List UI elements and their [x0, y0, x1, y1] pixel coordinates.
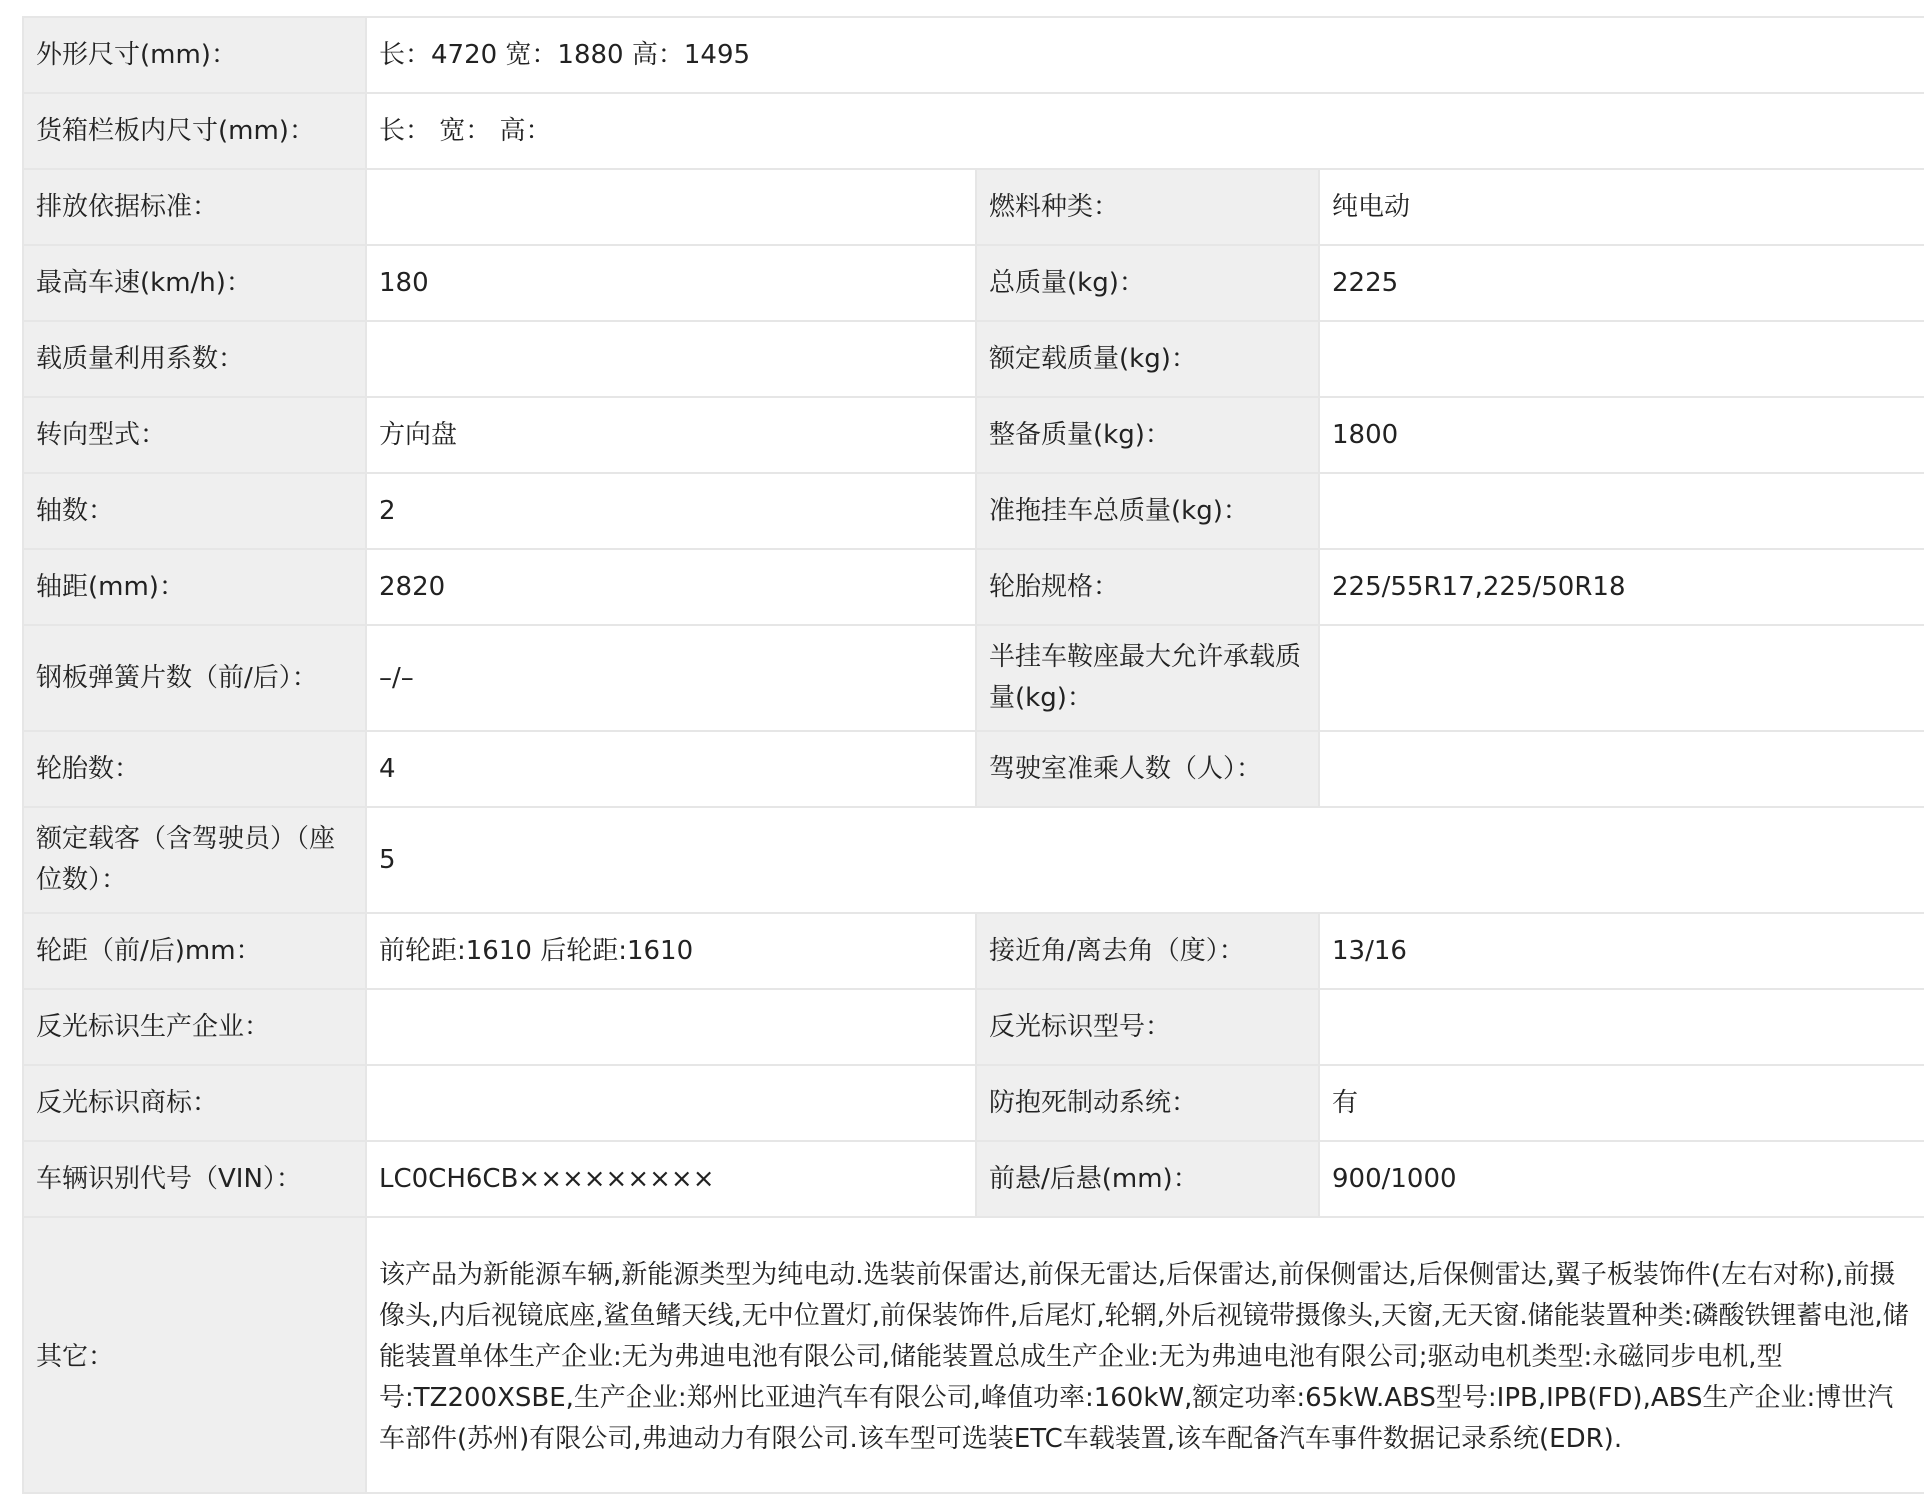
spec-row-dimensions	[23, 17, 1924, 93]
spec-value: 有	[1319, 1065, 1924, 1141]
spec-label: 轮胎规格：	[976, 549, 1319, 625]
spec-row	[23, 1065, 1924, 1141]
spec-value: 方向盘	[366, 397, 976, 473]
spec-row-seats	[23, 807, 1924, 913]
spec-row-other	[23, 1217, 1924, 1493]
spec-label: 转向型式：	[23, 397, 366, 473]
spec-label: 额定载质量(kg)：	[976, 321, 1319, 397]
spec-value: 纯电动	[1319, 169, 1924, 245]
vehicle-spec-table	[22, 16, 1924, 1494]
spec-value: 长：4720 宽：1880 高：1495	[366, 17, 1924, 93]
spec-value	[366, 1065, 976, 1141]
spec-value	[366, 169, 976, 245]
spec-label: 驾驶室准乘人数（人）：	[976, 731, 1319, 807]
spec-label: 轴距(mm)：	[23, 549, 366, 625]
spec-label: 轮胎数：	[23, 731, 366, 807]
spec-label: 接近角/离去角（度）：	[976, 913, 1319, 989]
spec-label: 反光标识生产企业：	[23, 989, 366, 1065]
spec-row	[23, 245, 1924, 321]
spec-label: 排放依据标准：	[23, 169, 366, 245]
spec-label: 外形尺寸(mm)：	[23, 17, 366, 93]
spec-value: –/–	[366, 625, 976, 731]
spec-value: 2225	[1319, 245, 1924, 321]
spec-row	[23, 397, 1924, 473]
spec-label: 整备质量(kg)：	[976, 397, 1319, 473]
spec-value: 180	[366, 245, 976, 321]
spec-value: 2	[366, 473, 976, 549]
spec-value: 1800	[1319, 397, 1924, 473]
spec-label: 载质量利用系数：	[23, 321, 366, 397]
spec-label: 货箱栏板内尺寸(mm)：	[23, 93, 366, 169]
spec-row	[23, 473, 1924, 549]
spec-label: 半挂车鞍座最大允许承载质量(kg)：	[976, 625, 1319, 731]
spec-label: 车辆识别代号（VIN）：	[23, 1141, 366, 1217]
spec-row	[23, 989, 1924, 1065]
spec-label: 钢板弹簧片数（前/后）：	[23, 625, 366, 731]
spec-value: 长： 宽： 高：	[366, 93, 1924, 169]
spec-label: 轮距（前/后)mm：	[23, 913, 366, 989]
spec-label: 准拖挂车总质量(kg)：	[976, 473, 1319, 549]
spec-value	[1319, 321, 1924, 397]
spec-value: 900/1000	[1319, 1141, 1924, 1217]
spec-value: 13/16	[1319, 913, 1924, 989]
spec-label: 轴数：	[23, 473, 366, 549]
spec-row	[23, 169, 1924, 245]
spec-label: 前悬/后悬(mm)：	[976, 1141, 1319, 1217]
spec-row	[23, 1141, 1924, 1217]
spec-row	[23, 549, 1924, 625]
spec-label: 燃料种类：	[976, 169, 1319, 245]
spec-value: 2820	[366, 549, 976, 625]
spec-value-other: 该产品为新能源车辆,新能源类型为纯电动.选装前保雷达,前保无雷达,后保雷达,前保侧雷达,后保侧雷达,翼子板装饰件(左右对称),前摄像头,内后视镜底座,鲨鱼鳍天线,无中位置灯,前保装饰件,后尾灯,轮辋,外后视镜带摄像头,天窗,无天窗.储能装置种类:磷酸铁锂蓄电池,储能装置单体生产企业:无为弗迪电池有限公司,储能装置总成生产企业:无为弗迪电池有限公司;驱动电机类型:永磁同步电机,型号:TZ200XSBE,生产企业:郑州比亚迪汽车有限公司,峰值功率:160kW,额定功率:65kW.ABS型号:IPB,IPB(FD),ABS生产企业:博世汽车部件(苏州)有限公司,弗迪动力有限公司.该车型可选装ETC车载装置,该车配备汽车事件数据记录系统(EDR).	[366, 1217, 1924, 1493]
spec-row	[23, 321, 1924, 397]
spec-label: 额定载客（含驾驶员）（座位数）：	[23, 807, 366, 913]
spec-label: 防抱死制动系统：	[976, 1065, 1319, 1141]
spec-value: LC0CH6CB×××××××××	[366, 1141, 976, 1217]
spec-value	[366, 989, 976, 1065]
spec-value: 前轮距:1610 后轮距:1610	[366, 913, 976, 989]
spec-value	[366, 321, 976, 397]
spec-value: 225/55R17,225/50R18	[1319, 549, 1924, 625]
spec-row	[23, 625, 1924, 731]
spec-value: 4	[366, 731, 976, 807]
spec-value: 5	[366, 807, 1924, 913]
spec-label: 总质量(kg)：	[976, 245, 1319, 321]
spec-value	[1319, 731, 1924, 807]
spec-value	[1319, 473, 1924, 549]
spec-row	[23, 731, 1924, 807]
spec-value	[1319, 989, 1924, 1065]
spec-label: 其它：	[23, 1217, 366, 1493]
spec-label: 反光标识商标：	[23, 1065, 366, 1141]
spec-row-cargo-box	[23, 93, 1924, 169]
spec-value	[1319, 625, 1924, 731]
spec-row	[23, 913, 1924, 989]
spec-label: 最高车速(km/h)：	[23, 245, 366, 321]
spec-label: 反光标识型号：	[976, 989, 1319, 1065]
